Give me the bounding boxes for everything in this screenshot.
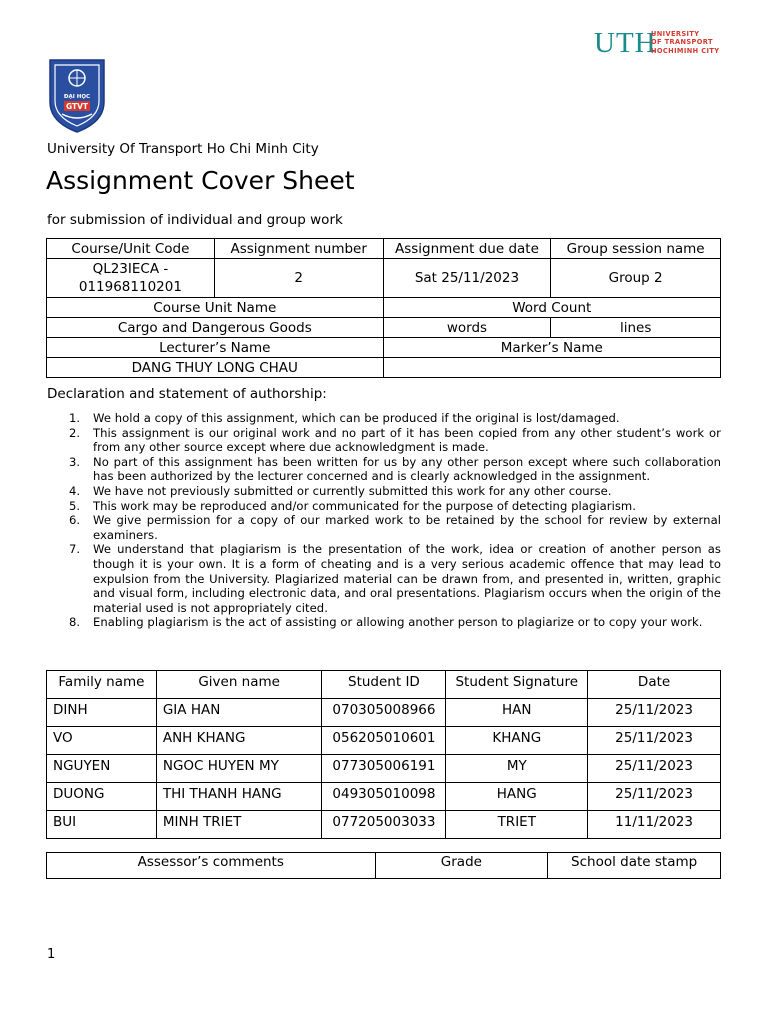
due-date-header: Assignment due date xyxy=(383,239,551,259)
page-subtitle: for submission of individual and group work xyxy=(47,212,343,228)
unit-name-header-row xyxy=(47,298,721,318)
lecturer-header: Lecturer’s Name xyxy=(47,338,384,358)
declaration-list xyxy=(47,411,721,630)
student-id-cell: 077205003033 xyxy=(322,811,446,839)
students-header-row xyxy=(47,671,721,699)
declaration-heading: Declaration and statement of authorship: xyxy=(47,386,327,402)
assignment-number-header: Assignment number xyxy=(214,239,383,259)
lecturer-row xyxy=(47,358,721,378)
student-id-cell: 070305008966 xyxy=(322,699,446,727)
word-count-header: Word Count xyxy=(383,298,720,318)
signature-cell: MY xyxy=(446,755,588,783)
due-date-value: Sat 25/11/2023 xyxy=(383,259,551,298)
unit-name-header: Course Unit Name xyxy=(47,298,384,318)
students-table xyxy=(46,670,721,839)
unit-name-row xyxy=(47,318,721,338)
page-title: Assignment Cover Sheet xyxy=(46,166,355,195)
family-name-cell: DINH xyxy=(47,699,157,727)
assignment-number-value: 2 xyxy=(214,259,383,298)
uth-wordmark: UNIVERSITY OF TRANSPORT HOCHIMINH CITY xyxy=(651,30,720,55)
course-header-row xyxy=(47,239,721,259)
words-label: words xyxy=(383,318,551,338)
assessor-comments-header: Assessor’s comments xyxy=(47,853,376,879)
date-cell: 25/11/2023 xyxy=(588,727,721,755)
family-name-cell: VO xyxy=(47,727,157,755)
date-stamp-header: School date stamp xyxy=(548,853,721,879)
group-session-value: Group 2 xyxy=(551,259,721,298)
signature-cell: HAN xyxy=(446,699,588,727)
signature-header: Student Signature xyxy=(446,671,588,699)
table-row xyxy=(47,783,721,811)
table-row xyxy=(47,811,721,839)
signature-cell: KHANG xyxy=(446,727,588,755)
lecturer-value: DANG THUY LONG CHAU xyxy=(47,358,384,378)
assessor-table xyxy=(46,852,721,879)
declaration-item: 4. We have not previously submitted or currently submitted this work for any other course. xyxy=(69,483,612,498)
assessor-header-row xyxy=(47,853,721,879)
student-id-cell: 056205010601 xyxy=(322,727,446,755)
given-name-cell: NGOC HUYEN MY xyxy=(156,755,322,783)
given-name-cell: THI THANH HANG xyxy=(156,783,322,811)
date-cell: 11/11/2023 xyxy=(588,811,721,839)
declaration-item: 1. We hold a copy of this assignment, which can be produced if the original is lost/damaged. xyxy=(69,411,620,425)
table-row xyxy=(47,755,721,783)
declaration-item: 6. We give permission for a copy of our marked work to be retained by the school for review by external examiners. xyxy=(69,513,721,542)
svg-text:GTVT: GTVT xyxy=(65,102,89,111)
declaration-item: 2. This assignment is our original work and no part of it has been copied from any other student’s work or from any other source except where due acknowledgment is made. xyxy=(69,425,721,455)
university-name: University Of Transport Ho Chi Minh City xyxy=(47,141,319,157)
family-name-header: Family name xyxy=(47,671,157,699)
course-values-row xyxy=(47,259,721,298)
lecturer-header-row xyxy=(47,338,721,358)
course-code-header: Course/Unit Code xyxy=(47,239,215,259)
uth-logo xyxy=(594,28,724,58)
table-row xyxy=(47,727,721,755)
signature-cell: HANG xyxy=(446,783,588,811)
date-cell: 25/11/2023 xyxy=(588,699,721,727)
given-name-cell: GIA HAN xyxy=(156,699,322,727)
group-session-header: Group session name xyxy=(551,239,721,259)
marker-value xyxy=(383,358,720,378)
svg-text:ĐẠI HỌC: ĐẠI HỌC xyxy=(63,94,91,100)
date-header: Date xyxy=(588,671,721,699)
family-name-cell: BUI xyxy=(47,811,157,839)
family-name-cell: NGUYEN xyxy=(47,755,157,783)
date-cell: 25/11/2023 xyxy=(588,755,721,783)
uth-mark: UTH xyxy=(594,27,657,59)
table-row xyxy=(47,699,721,727)
university-crest-logo xyxy=(46,56,108,134)
course-code-value: QL23IECA - 011968110201 xyxy=(47,259,215,298)
marker-header: Marker’s Name xyxy=(383,338,720,358)
page-number: 1 xyxy=(47,947,56,962)
lines-label: lines xyxy=(551,318,721,338)
unit-name-value: Cargo and Dangerous Goods xyxy=(47,318,384,338)
declaration-item: 5. This work may be reproduced and/or communicated for the purpose of detecting plagiarism. xyxy=(69,498,637,513)
grade-header: Grade xyxy=(375,853,548,879)
given-name-header: Given name xyxy=(156,671,322,699)
declaration-item: 3. No part of this assignment has been written for us by any other person except where such collaboration has been authorized by the lecturer concerned and is clearly acknowledged in the assignment. xyxy=(69,454,721,484)
given-name-cell: ANH KHANG xyxy=(156,727,322,755)
given-name-cell: MINH TRIET xyxy=(156,811,322,839)
declaration-item: 8. Enabling plagiarism is the act of assisting or allowing another person to plagiarize or to copy your work. xyxy=(69,615,703,630)
student-id-header: Student ID xyxy=(322,671,446,699)
declaration-item: 7. We understand that plagiarism is the presentation of the work, idea or creation of another person as though it is your own. It is a form of cheating and is a very serious academic offence that may lead to expulsion from the University. Plagiarized material can be drawn from, and presented in, written, graphic and visual form, including electronic data, and oral presentations. Plagiarism occurs when the origin of the material used is not appropriately cited. xyxy=(69,542,721,615)
date-cell: 25/11/2023 xyxy=(588,783,721,811)
student-id-cell: 077305006191 xyxy=(322,755,446,783)
family-name-cell: DUONG xyxy=(47,783,157,811)
course-info-table xyxy=(46,238,721,378)
student-id-cell: 049305010098 xyxy=(322,783,446,811)
signature-cell: TRIET xyxy=(446,811,588,839)
